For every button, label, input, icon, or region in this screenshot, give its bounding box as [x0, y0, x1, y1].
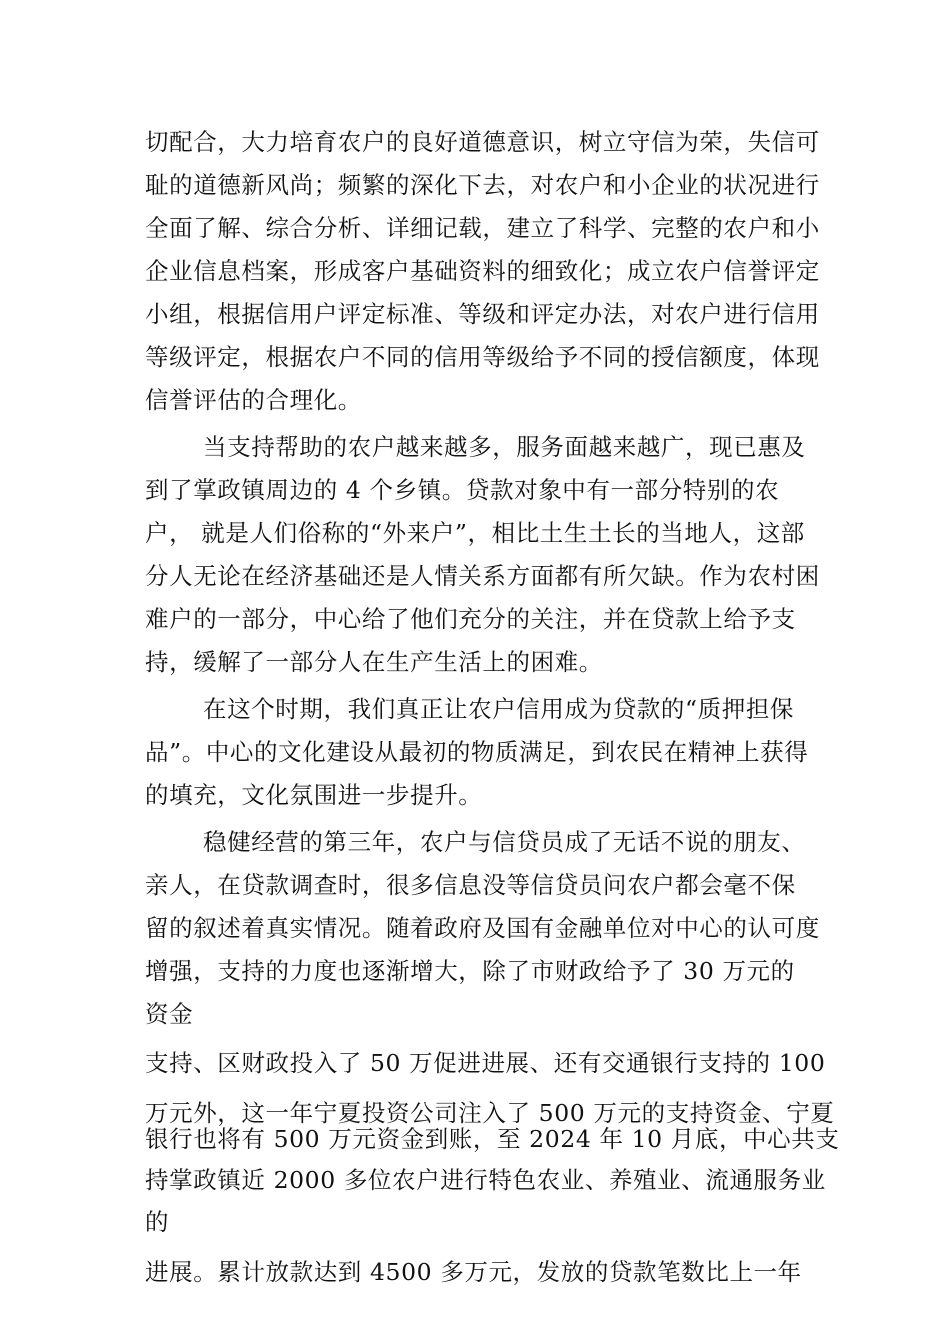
text-line: 持，缓解了一部分人在生产生活上的困难。: [145, 648, 603, 676]
text-line: 小组，根据信用户评定标准、等级和评定办法，对农户进行信用: [145, 300, 820, 328]
text-line: 户， 就是人们俗称的“外来户”，相比土生土长的当地人，这部: [145, 519, 805, 547]
text-line: 进展。累计放款达到 4500 多万元，发放的贷款笔数比上一年: [145, 1258, 802, 1286]
text-line: 持掌政镇近 2000 多位农户进行特色农业、养殖业、流通服务业: [145, 1166, 826, 1194]
text-line: 资金: [145, 1000, 194, 1028]
text-line: 银行也将有 500 万元资金到账，至 2024 年 10 月底，中心共支: [145, 1125, 840, 1153]
text-line: 品”。中心的文化建设从最初的物质满足，到农民在精神上获得: [145, 738, 809, 766]
paragraph-first-line: 当支持帮助的农户越来越多，服务面越来越广，现已惠及: [203, 433, 806, 461]
text-line: 分人无论在经济基础还是人情关系方面都有所欠缺。作为农村困: [145, 562, 820, 590]
paragraph-first-line: 在这个时期，我们真正让农户信用成为贷款的“质押担保: [203, 695, 795, 723]
text-line: 的填充，文化氛围进一步提升。: [145, 781, 483, 809]
text-line: 企业信息档案，形成客户基础资料的细致化；成立农户信誉评定: [145, 257, 820, 285]
text-line: 难户的一部分，中心给了他们充分的关注，并在贷款上给予支: [145, 605, 796, 633]
text-line: 切配合，大力培育农户的良好道德意识，树立守信为荣，失信可: [145, 128, 820, 156]
text-line: 全面了解、综合分析、详细记载，建立了科学、完整的农户和小: [145, 214, 820, 242]
text-line: 亲人，在贷款调查时，很多信息没等信贷员问农户都会毫不保: [145, 871, 796, 899]
text-line: 等级评定，根据农户不同的信用等级给予不同的授信额度，体现: [145, 343, 820, 371]
text-line: 的: [145, 1208, 170, 1236]
text-line: 万元外，这一年宁夏投资公司注入了 500 万元的支持资金、宁夏: [145, 1099, 835, 1127]
text-line: 到了掌政镇周边的 4 个乡镇。贷款对象中有一部分特别的农: [145, 476, 780, 504]
paragraph-first-line: 稳健经营的第三年，农户与信贷员成了无话不说的朋友、: [203, 828, 806, 856]
text-line: 耻的道德新风尚；频繁的深化下去，对农户和小企业的状况进行: [145, 171, 820, 199]
text-line: 增强，支持的力度也逐渐增大，除了市财政给予了 30 万元的: [145, 957, 795, 985]
text-line: 支持、区财政投入了 50 万促进进展、还有交通银行支持的 100: [145, 1049, 826, 1077]
text-line: 信誉评估的合理化。: [145, 386, 362, 414]
text-line: 留的叙述着真实情况。随着政府及国有金融单位对中心的认可度: [145, 914, 820, 942]
